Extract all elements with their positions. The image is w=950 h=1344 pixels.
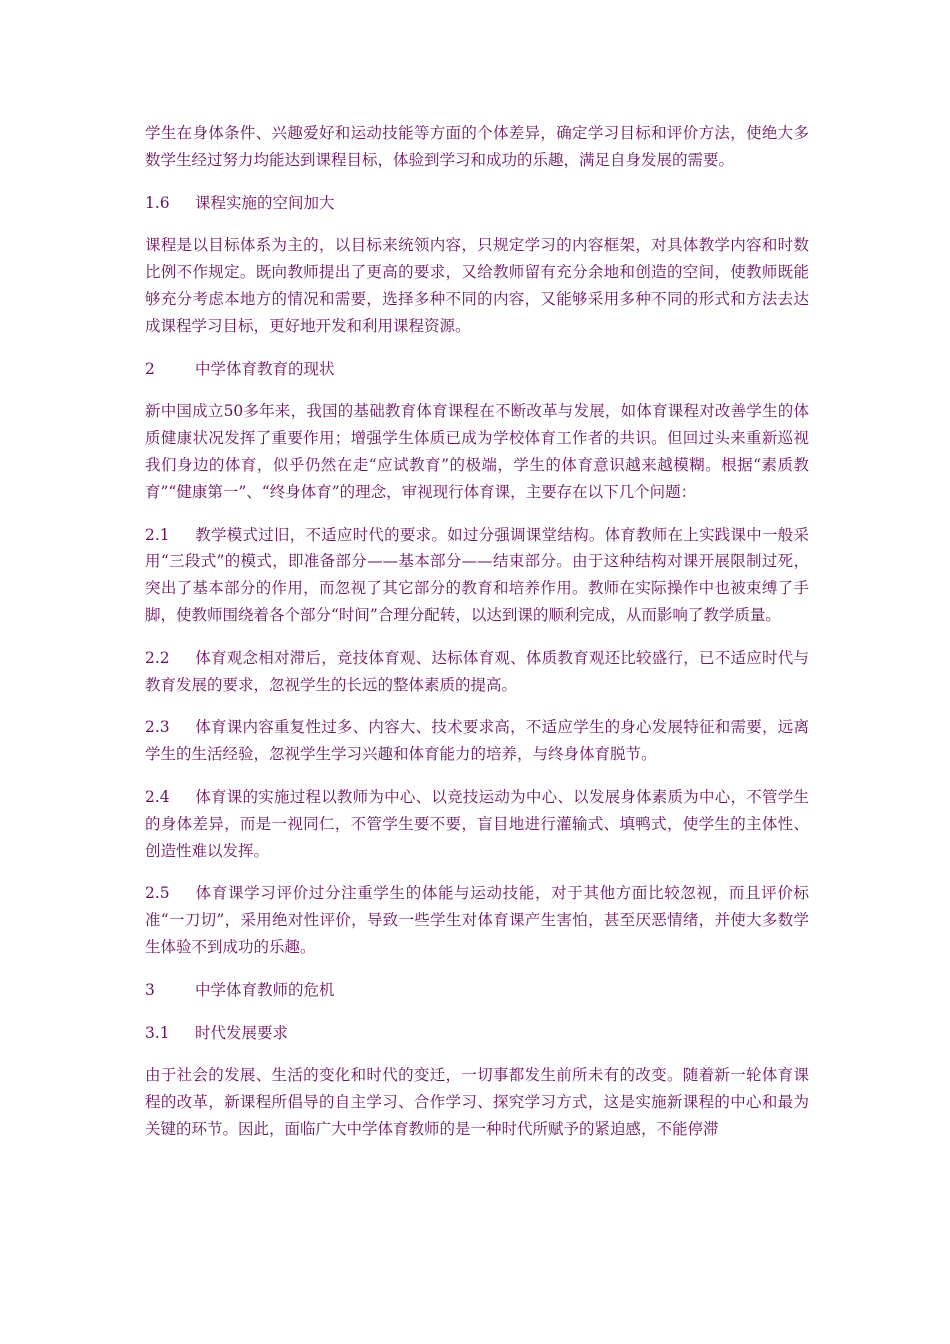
section-title: 时代发展要求 [195,1023,289,1042]
section-number: 3 [145,980,155,999]
section-number: 1.6 [145,193,170,212]
numbered-paragraph-2-5 [145,880,809,960]
paragraph-intro: 学生在身体条件、兴趣爱好和运动技能等方面的个体差异，确定学习目标和评价方法，使绝大多数学生经过努力均能达到课程目标，体验到学习和成功的乐趣，满足自身发展的需要。 [145,124,809,169]
section-title: 中学体育教育的现状 [195,359,335,378]
item-text: 教学模式过旧，不适应时代的要求。如过分强调课堂结构。体育教师在上实践课中一般采用“三段式”的模式，即准备部分——基本部分——结束部分。由于这种结构对课开展限制过死，突出了基本部分的作用，而忽视了其它部分的教育和培养作用。教师在实际操作中也被束缚了手脚，使教师围绕着各个部分“时间”合理分配转，以达到课的顺利完成，从而影响了教学质量。 [145,525,809,624]
section-heading-1-6 [145,190,809,217]
section-number: 3.1 [145,1023,170,1042]
paragraph-course-space: 课程是以目标体系为主的，以目标来统领内容，只规定学习的内容框架，对具体教学内容和时数比例不作规定。既向教师提出了更高的要求，又给教师留有充分余地和创造的空间，使教师既能够充分考虑本地方的情况和需要，选择多种不同的内容，又能够采用多种不同的形式和方法去达成课程学习目标，更好地开发和利用课程资源。 [145,236,809,335]
item-text: 体育课的实施过程以教师为中心、以竞技运动为中心、以发展身体素质为中心，不管学生的身体差异，而是一视同仁，不管学生要不要，盲目地进行灌输式、填鸭式，使学生的主体性、创造性难以发挥。 [145,787,809,860]
section-number: 2 [145,359,155,378]
item-text: 体育课学习评价过分注重学生的体能与运动技能，对于其他方面比较忽视，而且评价标准“一刀切”，采用绝对性评价，导致一些学生对体育课产生害怕，甚至厌恶情绪，并使大多数学生体验不到成功的乐趣。 [145,884,809,956]
paragraph-era-development: 由于社会的发展、生活的变化和时代的变迁，一切事都发生前所未有的改变。随着新一轮体育课程的改革，新课程所倡导的自主学习、合作学习、探究学习方式，这是实施新课程的中心和最为关键的环节。因此，面临广大中学体育教师的是一种时代所赋予的紧迫感，不能停滞 [145,1066,809,1138]
section-heading-3-1 [145,1020,809,1047]
numbered-paragraph-2-2 [145,645,809,699]
item-text: 体育观念相对滞后，竞技体育观、达标体育观、体质教育观还比较盛行，已不适应时代与教育发展的要求，忽视学生的长远的整体素质的提高。 [145,648,809,694]
document-body [145,120,809,1159]
section-title: 课程实施的空间加大 [195,193,335,212]
paragraph-current-status: 新中国成立50多年来，我国的基础教育体育课程在不断改革与发展，如体育课程对改善学生的体质健康状况发挥了重要作用；增强学生体质已成为学校体育工作者的共识。但回过头来重新巡视我们身边的体育，似乎仍然在走“应试教育”的极端，学生的体育意识越来越模糊。根据“素质教育”“健康第一”、“终身体育”的理念，审视现行体育课，主要存在以下几个问题： [145,402,809,501]
item-number: 2.1 [145,525,170,544]
section-title: 中学体育教师的危机 [195,980,335,999]
numbered-paragraph-2-3 [145,714,809,768]
section-heading-2 [145,356,809,383]
item-number: 2.3 [145,718,170,737]
numbered-paragraph-2-4 [145,784,809,864]
item-text: 体育课内容重复性过多、内容大、技术要求高，不适应学生的身心发展特征和需要，远离学生的生活经验，忽视学生学习兴趣和体育能力的培养，与终身体育脱节。 [145,718,809,764]
item-number: 2.2 [145,648,170,667]
item-number: 2.5 [145,884,170,903]
numbered-paragraph-2-1 [145,522,809,629]
item-number: 2.4 [145,787,170,806]
section-heading-3 [145,977,809,1004]
